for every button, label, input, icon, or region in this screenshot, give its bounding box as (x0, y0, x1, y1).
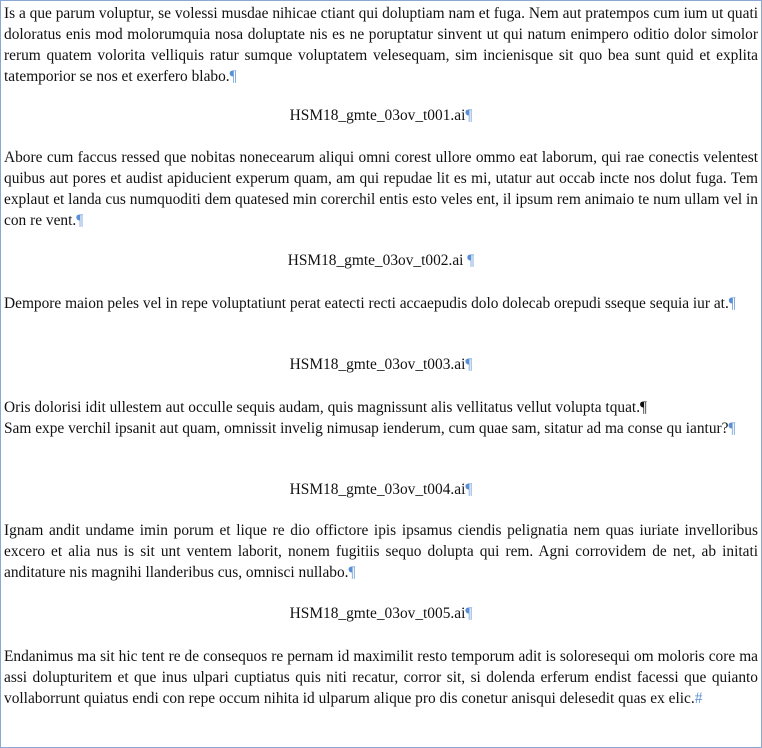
body-paragraph-5 (4, 520, 758, 583)
figure-filename: HSM18_gmte_03ov_t003.ai (289, 356, 466, 373)
figure-reference-3 (1, 354, 761, 375)
pilcrow-icon: ¶ (728, 420, 736, 437)
body-paragraph-6 (4, 646, 758, 709)
figure-reference-4 (1, 479, 761, 500)
paragraph-text: Dempore maion peles vel in repe voluptatiunt perat eatecti recti accaepudis dolo dolecab orepudi sseque sequia iur at. (4, 295, 729, 312)
paragraph-text: Ignam andit undame imin porum et lique re dio offictore ipis ipsamus ciendis pelignatia nem quas iuriate invelloribus excero et alia nus is sit unt ventem laborit, nonem fugitiis sequo dolupta qui rem. Agni corrovidem de net, ab initati anditature nis magnihi llanderibus cus, omnisci nullabo. (4, 522, 758, 581)
paragraph-text: Is a que parum voluptur, se volessi musdae nihicae ctiant qui doluptiam nam et fuga. Nem aut pratempos cum ium ut quati doloratus enis mod molorumquia nosa doluptate nis es ne poruptatur sinvent ut qui natum enimpero oditio dolor simolor rerum quatem volorita velliquis ratur sumque voluptatem velesequam, sim incienisque sit quo bea sunt quid et explita tatemporior se nos et exerfero blabo. (4, 5, 758, 85)
pilcrow-icon: ¶ (465, 107, 473, 124)
figure-filename: HSM18_gmte_03ov_t005.ai (289, 605, 466, 622)
end-of-story-icon: # (694, 690, 703, 707)
pilcrow-icon: ¶ (229, 68, 237, 85)
figure-filename: HSM18_gmte_03ov_t001.ai (289, 107, 466, 124)
figure-reference-1 (1, 105, 761, 126)
pilcrow-icon: ¶ (348, 564, 356, 581)
figure-filename: HSM18_gmte_03ov_t002.ai (287, 252, 468, 269)
body-paragraph-1 (4, 3, 758, 87)
paragraph-text: Abore cum faccus ressed que nobitas nonecearum aliqui omni corest ullore ommo eat laborum, qui rae conectis velentest quibus aut pores et audist apiducient experum quam, am qui repudae lit es mi, utatur aut occab incte nos dolut fuga. Tem explaut et landa cus numquoditi dem quatesed min corerchil entis esto veles ent, il ipsum rem animaio te num ullam vel in con re vent. (4, 149, 758, 229)
pilcrow-icon: ¶ (465, 481, 473, 498)
pilcrow-icon: ¶ (465, 605, 473, 622)
body-paragraph-3 (4, 293, 758, 314)
pilcrow-icon: ¶ (728, 295, 736, 312)
paragraph-text: Endanimus ma sit hic tent re de consequos re pernam id maximilit resto temporum adit is soloresequi om moloris core ma assi dolupturitem et que inus ulpari cuptiatus quis niti recatur, corror sit, si dolenda erferum endist facessi que quianto vollaborrunt quiatus endi con repe occum nihita id ulparum alique pro dis conetur anisqui delesedit quas ex elic. (4, 648, 758, 707)
figure-reference-2 (1, 250, 761, 271)
paragraph-text: Oris dolorisi idit ullestem aut occulle sequis audam, quis magnissunt alis vellitatus vellut volupta tquat.¶ Sam expe verchil ipsanit aut quam, omnissit invelig nimusap ienderum, cum quae sam, sitatur ad ma conse qu iantur? (4, 399, 729, 437)
pilcrow-icon: ¶ (467, 252, 475, 269)
figure-filename: HSM18_gmte_03ov_t004.ai (289, 481, 466, 498)
body-paragraph-2 (4, 147, 758, 231)
body-paragraph-4 (4, 397, 758, 439)
figure-reference-5 (1, 603, 761, 624)
pilcrow-icon: ¶ (465, 356, 473, 373)
pilcrow-icon: ¶ (76, 212, 84, 229)
